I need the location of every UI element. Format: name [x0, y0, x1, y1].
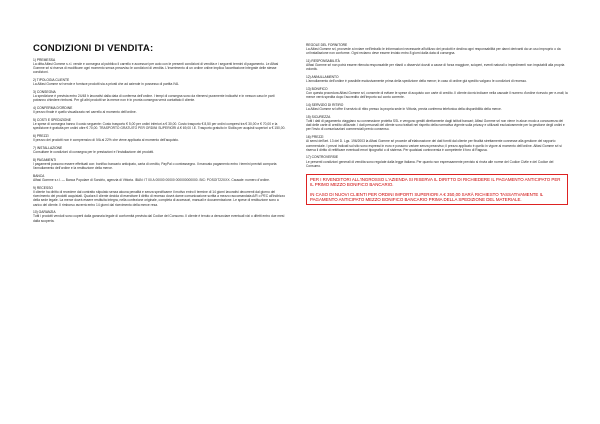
section-consegna — [33, 90, 288, 102]
section-pagamenti — [33, 158, 288, 170]
section-heading: 16) PREZZI — [306, 135, 324, 140]
section-heading: 8) PAGAMENTI — [33, 157, 57, 162]
section-heading: 14) SERVIZIO DI RITIRO — [306, 103, 344, 108]
section-body: La spedizione è prevista entro 24/48 h lavorativi dalla data di conferma dell'ordine. I tempi di consegna sono da ritenersi puramente indicativi e in nessun caso le parti potranno chiedere rimborsi. Per gli altri prodotti se la merce non è in pronta consegna verrà contattato il cliente. — [33, 94, 275, 103]
section-garanzia — [33, 210, 288, 222]
section-heading: 12) ANNULLAMENTO — [306, 75, 339, 80]
section-body: Alfasi Gomme srl non potrà essere ritenuta responsabile per ritardi o disservizi dovuti a cause di forza maggiore, scioperi, eventi naturali o impedimenti non imputabili alla propria volontà. — [306, 63, 565, 72]
section-body: Le spese di consegna hanno il costo seguente: Costo trasporto € 5,00 per ordini inferiori a € 30,00. Costo trasporto € 8,50 per ordini compresi tra € 30,00 e € 70,00 e la spedizione è gratuita per ordini oltre € 70,00. TRASPORTO GRATUITO PER ORDINI SUPERIORI A € 69,00 I.E. Trasporto gratuito in Sicilia per acquisti superiori a € 150,00. — [33, 122, 286, 131]
section-heading: 11) RESPONSABILITÀ — [306, 59, 340, 64]
section-responsabilita — [306, 59, 568, 71]
section-heading: 9) RECESSO — [33, 185, 53, 190]
section-heading: BANCA — [33, 174, 45, 179]
section-body: La Alfasi Gomme srl offre il servizio di ritiro presso la propria sede in Vittoria, previa conferma telefonica della disponibilità della merce. — [306, 107, 502, 112]
notice-new-clients: IN CASO DI NUOVI CLIENTI PER ORDINI IMPORTI SUPERIORI A € 350,00 SARÀ RICHIESTO TASSATIVAMENTE IL PAGAMENTO ANTICIPATO MEZZO BONIFICO BANCARIO PRIMA DELLA SPEDIZIONE DEL MATERIALE. — [310, 191, 544, 202]
notice-wholesale: PER I RIVENDITORI ALL'INGROSSO L'AZIENDA SI RISERVA IL DIRITTO DI RICHIEDERE IL PAGAMENTO ANTICIPATO PER IL PRIMO MEZZO BONIFICO BANCARIO. — [310, 176, 561, 188]
section-conferma — [33, 106, 288, 114]
payment-notice-box — [306, 174, 568, 205]
left-column — [33, 58, 288, 226]
section-heading: 17) CONTROVERSIE — [306, 155, 339, 160]
section-body: La Alfasi Gomme srl, provvede a inviare nell'imballo le informazioni necessarie all'utilizzo dei prodotti e declina ogni responsabilità per danni derivanti da un uso improprio o da un'installazione non conforme. Ogni reclamo deve essere inviato entro 8 giorni dalla data di consegna. — [306, 47, 561, 56]
document-title: CONDIZIONI DI VENDITA: — [33, 43, 154, 54]
section-body: Le presenti condizioni generali di vendita sono regolate dalla legge italiana. Per quanto non espressamente previsto si rinvia alle norme del Codice Civile e del Codice del Consumo. — [306, 159, 554, 168]
section-heading: 10) GARANZIA — [33, 210, 56, 215]
section-regole — [306, 43, 568, 55]
section-heading: 4) CONFERMA D'ORDINE — [33, 106, 73, 111]
section-heading: 1) PREMESSA — [33, 58, 56, 62]
section-prezzi-2 — [306, 135, 568, 152]
section-heading: 13) BONIFICO — [306, 87, 328, 92]
section-heading: 7) INSTALLAZIONE — [33, 146, 63, 151]
section-heading: REGOLE DEL FORNITORE — [306, 43, 348, 47]
section-ritiro — [306, 103, 568, 111]
section-body: Tutti i prodotti venduti sono coperti dalla garanzia legale di conformità prevista dal Codice del Consumo. Il cliente è tenuto a denunciare eventuali vizi o difetti entro due mesi dalla scoperta. — [33, 214, 285, 223]
section-premessa — [33, 58, 288, 75]
section-body: Il prezzo finale è quello visualizzato nel carrello al momento dell'ordine. — [33, 110, 137, 115]
right-column — [306, 43, 568, 205]
section-tipologia — [33, 78, 288, 86]
section-body: Tutti i dati di pagamento viaggiano su connessione protetta SSL e vengono gestiti direttamente dagli istituti bancari; Alfasi Gomme srl non viene in alcun modo a conoscenza dei dati delle carte di credito utilizzate. I dati personali del cliente sono trattati nel rispetto della normativa vigente sulla privacy e utilizzati esclusivamente per la gestione degli ordini e per l'invio di comunicazioni commerciali previo consenso. — [306, 119, 565, 132]
section-body: Ai sensi dell'art. 13 del D. Lgs. 196/2003 la Alfasi Gomme srl procede all'elaborazione dei dati forniti dal cliente per finalità strettamente connesse alla gestione del rapporto commerciale. I prezzi indicati sul sito sono espressi in euro e possono variare senza preavviso; il prezzo applicato è quello in vigore al momento dell'ordine. Alfasi Gomme srl si riserva il diritto di rettificare eventuali errori tipografici o di sistema. Per qualsiasi controversia è competente il foro di Ragusa. — [306, 139, 562, 152]
section-body: L'annullamento dell'ordine è possibile esclusivamente prima della spedizione della merce; in caso di ordine già spedito valgono le condizioni di recesso. — [306, 79, 527, 84]
section-heading: 5) COSTI E SPEDIZIONE — [33, 118, 71, 123]
section-bonifico — [306, 87, 568, 99]
section-heading: 6) PREZZI — [33, 134, 49, 139]
section-controversie — [306, 155, 568, 167]
section-prezzi — [33, 134, 288, 142]
section-body: Il prezzo dei prodotti non è comprensivo di IVA al 22% che viene applicata al momento dell'acquisto. — [33, 138, 179, 143]
section-body: Consultare le condizioni di consegna per le prestazioni e l'installazione dei prodotti. — [33, 150, 155, 155]
section-recesso — [33, 186, 288, 207]
section-heading: 3) CONSEGNA — [33, 90, 56, 95]
section-heading: 15) SICUREZZA — [306, 115, 331, 119]
section-installazione — [33, 146, 288, 154]
section-body: Il cliente ha diritto di recedere dal contratto stipulato senza alcuna penalità e senza specificarne il motivo entro il termine di 14 giorni lavorativi decorrenti dal giorno del ricevimento dei prodotti acquistati. Qualora il cliente decida di esercitare il diritto di recesso dovrà darne comunicazione scritta a mezzo raccomandata A/R o PEC all'indirizzo della sede legale. La merce dovrà essere restituita integra, nella confezione originale, completa di accessori, manuali e documentazione. Le spese di restituzione sono a carico del cliente. Il rimborso avverrà entro 14 giorni dal ricevimento della merce resa. — [33, 190, 286, 207]
section-banca — [33, 174, 288, 182]
section-sicurezza — [306, 115, 568, 132]
section-body: La ditta Alfasi Gomme s.r.l. vende e consegna al pubblico il carrello e accessori per auto con le presenti condizioni di vendita e i seguenti termini di pagamento. Le Alfasi Gomme srl si riserva di modificare ogni momento senza preavviso le condizioni di vendita. L'inserimento di un ordine online implica l'accettazione integrale delle stesse condizioni. — [33, 62, 279, 75]
section-body: Alfasi Gomme s.r.l. — Banca Popolare di Sondrio, agenzia di Vittoria. IBAN: IT 00 A 00000 00000 000000000000. BIC: POSOIT22XXX. Causale: numero d'ordine. — [33, 178, 270, 183]
section-heading: 2) TIPOLOGIA CLIENTE — [33, 78, 70, 83]
section-body: Con questa procedura Alfasi Gomme srl, consente di evitare le spese di acquisto con carte di credito. Il cliente dovrà indicare nella causale il numero d'ordine ricevuto per e-mail; la merce verrà spedita dopo l'accredito dell'importo sul conto corrente. — [306, 91, 568, 100]
section-costi — [33, 118, 288, 130]
section-body: I pagamenti possono essere effettuati con: bonifico bancario anticipato, carta di credito, PayPal o contrassegno. Il mancato pagamento entro i termini previsti comporta l'annullamento dell'ordine e la restituzione della merce. — [33, 162, 277, 171]
section-annullamento — [306, 75, 568, 83]
section-body: La Alfasi Gomme srl vende e fornisce prodotti sia a privati che ad aziende in possesso di partita IVA. — [33, 82, 180, 87]
